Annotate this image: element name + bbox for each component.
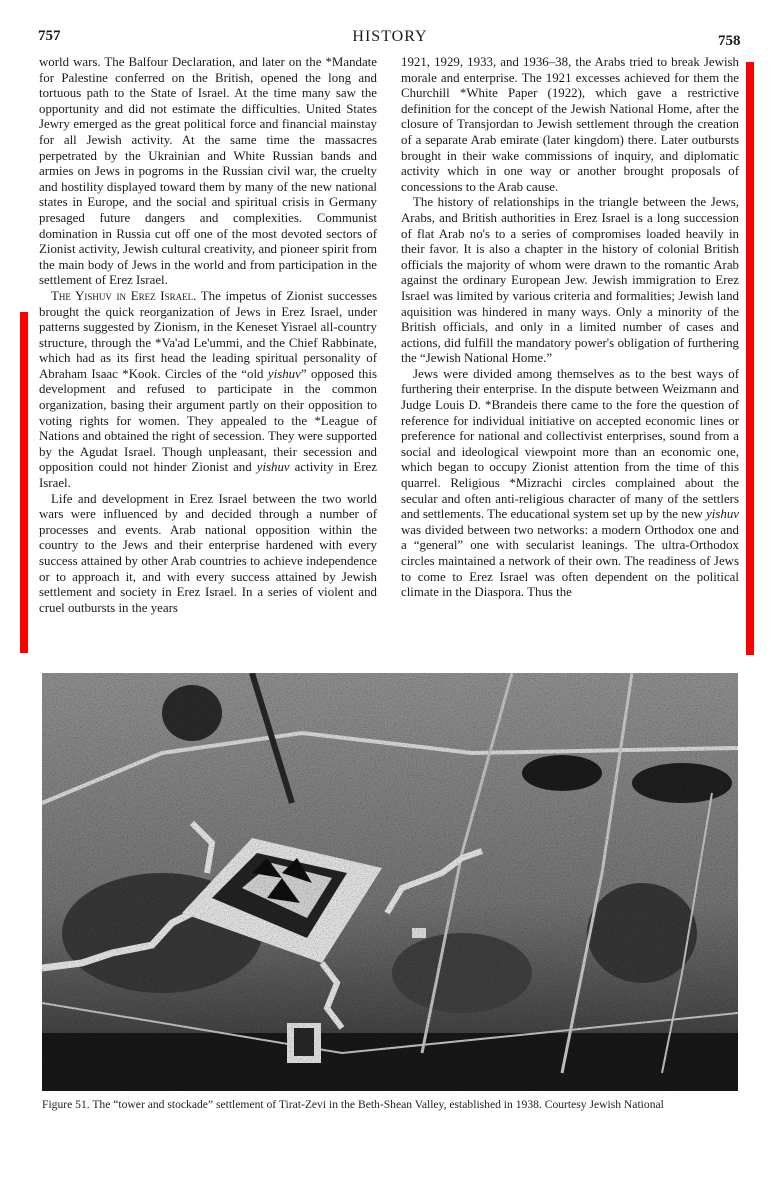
red-margin-bar-left	[20, 312, 28, 653]
running-title: HISTORY	[352, 28, 428, 45]
paragraph: Life and development in Erez Israel between the two world wars were influenced by and decided through a number of processes and events. Arab national opposition within the country to the Jews and their enterprise hardened with every success attained by other Arab countries to achieve independence or to approach it, and with every success attained by Jewish settlement and society in Erez Israel. In a series of violent and cruel outbursts in the years	[39, 491, 377, 615]
paragraph: Jews were divided among themselves as to the best ways of furthering their enterprise. In the dispute between Weizmann and Judge Louis D. *Brandeis there came to the fore the question of reference for individual initiative on accepted economic lines or preference for national and collectivist enterprises, sound from a social and ideological viewpoint more than an economic one, which began to occupy Zionist attention from the time of this quarrel. Religious *Mizrachi circles complained about the secular and often anti-religious character of many of the settlers and settlements. The educational system set up by the new yishuv was divided between two networks: a modern Orthodox one and a “general” one with secularist leanings. The ultra-Orthodox circles maintained a network of their own. The readiness of Jews to come to Erez Israel was often dependent on the political climate in the Diaspora. Thus the	[401, 366, 739, 600]
page-number-left: 757	[38, 28, 61, 44]
paragraph: world wars. The Balfour Declaration, and later on the *Mandate for Palestine conferred on the British, opened the long and tortuous path to the State of Israel. At the time many saw the opportunity and did not estimate the difficulties. United States Jewry emerged as the great political force and financial mainstay for all Jewish activity. At the same time the massacres perpetrated by the Ukrainian and White Russian bands and armies on Jews in pogroms in the Russian civil war, the cruelty and hostility displayed toward them by many of the new national states in Europe, and the social and spiritual crisis in Germany presaged future dangers and complexities. Communist domination in Russia cut off one of the most devoted sectors of Zionist activity, Jewish cultural creativity, and pioneer spirit from the main body of Jews in the world and from participation in the settlement of Erez Israel.	[39, 55, 377, 288]
figure-caption: Figure 51. The “tower and stockade” settlement of Tirat-Zevi in the Beth-Shean Valley, established in 1938. Courtesy Jewish National	[42, 1098, 664, 1111]
paragraph: The Yishuv in Erez Israel. The impetus of Zionist successes brought the quick reorganization of Jews in Erez Israel, under patterns suggested by Zionism, in the Keneset Yisrael all-country structure, through the *Va'ad Le'ummi, and the Chief Rabbinate, which had as its first head the leading spiritual personality of Abraham Isaac *Kook. Circles of the “old yishuv” opposed this development and refused to participate in the common organization, basing their argument partly on their opposition to voting rights for women. They appealed to the *League of Nations and obtained the right of secession. They were supported by the Agudat Israel. Though unpleasant, their secession and opposition could not hinder Zionist and yishuv activity in Erez Israel.	[39, 288, 378, 491]
aerial-photograph	[42, 673, 738, 1091]
red-margin-bar-right	[746, 62, 754, 655]
paragraph: 1921, 1929, 1933, and 1936–38, the Arabs tried to break Jewish morale and enterprise. The 1921 excesses achieved for them the Churchill *White Paper (1922), which gave a restrictive definition for the concept of the Jewish National Home, after the closure of Transjordan to Jewish settlement through the creation of a separate Arab emirate (later kingdom) there. Later outbursts brought in their wake commissions of inquiry, and diplomatic activity which in one way or another brought proposals of concessions to the Arab cause.	[401, 55, 739, 194]
left-column	[39, 55, 377, 616]
right-column	[401, 55, 739, 601]
section-heading: The Yishuv in Erez Israel.	[51, 288, 197, 303]
page-number-right: 758	[718, 33, 741, 49]
paragraph: The history of relationships in the triangle between the Jews, Arabs, and British authorities in Erez Israel is a long succession of flat Arab no's to a series of compromises loaded heavily in their favor. It is also a chapter in the history of colonial British officials the majority of whom were drawn to the romantic Arab against the ordinary European Jew. Jewish immigration to Erez Israel was limited by various criteria and formalities; Jewish land aquisition was hindered in many ways. Only a minority of the British officials, and only in a limited number of cases and actions, did fulfill the mandatory power's obligation of furthering the “Jewish National Home.”	[401, 195, 739, 366]
